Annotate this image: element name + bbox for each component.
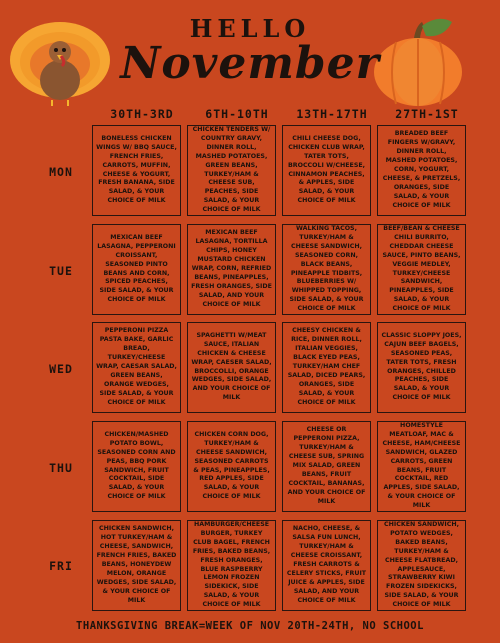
menu-cell [377, 224, 466, 315]
menu-cell [92, 421, 181, 512]
menu-cell-text: HAMBURGER/CHEESE BURGER, TURKEY CLUB BAGEL, FRENCH FRIES, BAKED BEANS, FRESH ORANGES, BLUE RASPBERRY LEMON FROZEN SIDEKICK, SIDE SALAD, & YOUR CHOICE OF MILK [192, 520, 271, 609]
menu-cell-text: HOMESTYLE MEATLOAF, MAC & CHEESE, HAM/CHEESE SANDWICH, GLAZED CARROTS, GREEN BEANS, FRUIT COCKTAIL, RED APPLES, SIDE SALAD, & YOUR CHOICE OF MILK [382, 421, 461, 510]
menu-cell-text: BONELESS CHICKEN WINGS W/ BBQ SAUCE, FRENCH FRIES, CARROTS, MUFFIN, CHEESE & YOGURT, FRESH BANANA, SIDE SALAD, & YOUR CHOICE OF MILK [96, 134, 177, 205]
menu-cell [377, 125, 466, 216]
menu-cell [92, 322, 181, 413]
menu-cell [187, 421, 276, 512]
week-header-4: 27TH-1ST [395, 107, 459, 121]
menu-cell [282, 322, 371, 413]
menu-cell [282, 224, 371, 315]
menu-cell-text: CHICKEN/MASHED POTATO BOWL, SEASONED CORN AND PEAS, BBQ PORK SANDWICH, FRUIT COCKTAIL, SIDE SALAD, & YOUR CHOICE OF MILK [97, 430, 176, 501]
day-label-mon: MON [49, 165, 73, 179]
menu-cell-text: CLASSIC SLOPPY JOES, CAJUN BEEF BAGELS, SEASONED PEAS, TATER TOTS, FRESH ORANGES, CHILLED PEACHES, SIDE SALAD, & YOUR CHOICE OF MILK [381, 331, 462, 402]
title-hello: HELLO [189, 14, 311, 43]
menu-cell-text: WALKING TACOS, TURKEY/HAM & CHEESE SANDWICH, SEASONED CORN, BLACK BEANS, PINEAPPLE TIDBITS, BLUEBERRIES W/ WHIPPED TOPPING, SIDE SALAD, & YOUR CHOICE OF MILK [289, 224, 364, 313]
footer-note: THANKSGIVING BREAK=WEEK OF NOV 20TH-24TH, NO SCHOOL [76, 620, 424, 632]
week-header-2: 6TH-10TH [205, 107, 269, 121]
menu-cell-text: BREADED BEEF FINGERS W/GRAVY, DINNER ROLL, MASHED POTATOES, CORN, YOGURT, CHEESE, & PRETZELS, ORANGES, SIDE SALAD, & YOUR CHOICE OF MILK [382, 130, 461, 209]
title-month: November [120, 38, 380, 89]
menu-cell [92, 520, 181, 611]
menu-cell [377, 520, 466, 611]
menu-cell-text: CHEESY CHICKEN & RICE, DINNER ROLL, ITALIAN VEGGIES, BLACK EYED PEAS, TURKEY/HAM CHEF SALAD, DICED PEARS, ORANGES, SIDE SALAD, & YOUR CHOICE OF MILK [287, 327, 366, 406]
menu-cell-text: CHEESE OR PEPPERONI PIZZA, TURKEY/HAM & CHEESE SUB, SPRING MIX SALAD, GREEN BEANS, FRUIT COCKTAIL, BANANAS, AND YOUR CHOICE OF MILK [287, 426, 366, 505]
day-label-thu: THU [49, 461, 73, 475]
menu-cell-text: CHICKEN TENDERS W/ COUNTRY GRAVY, DINNER ROLL, MASHED POTATOES, GREEN BEANS, TURKEY/HAM & CHEESE SUB, PEACHES, SIDE SALAD, & YOUR CHOICE OF MILK [192, 125, 271, 214]
menu-cell [187, 322, 276, 413]
menu-cell [187, 125, 276, 216]
menu-cell-text: PEPPERONI PIZZA PASTA BAKE, GARLIC BREAD, TURKEY/CHEESE WRAP, CAESAR SALAD, GREEN BEANS, ORANGE WEDGES, SIDE SALAD, & YOUR CHOICE OF MILK [96, 327, 177, 406]
menu-cell-text: BEEF/BEAN & CHEESE CHILI BURRITO, CHEDDAR CHEESE SAUCE, PINTO BEANS, VEGGIE MEDLEY, TURKEY/CHEESE SANDWICH, PINEAPPLES, SIDE SALAD, & YOUR CHOICE OF MILK [382, 224, 461, 313]
menu-cell [282, 125, 371, 216]
menu-cell-text: CHICKEN CORN DOG, TURKEY/HAM & CHEESE SANDWICH, SEASONED CARROTS & PEAS, PINEAPPLES, RED APPLES, SIDE SALAD, & YOUR CHOICE OF MILK [193, 430, 270, 501]
week-header-1: 30TH-3RD [110, 107, 174, 121]
menu-cell [377, 322, 466, 413]
menu-cell [187, 520, 276, 611]
menu-cell-text: MEXICAN BEEF LASAGNA, TORTILLA CHIPS, HONEY MUSTARD CHICKEN WRAP, CORN, REFRIED BEANS, PINEAPPLES, FRESH ORANGES, SIDE SALAD, AND YOUR CHOICE OF MILK [191, 229, 272, 308]
menu-cell-text: CHICKEN SANDWICH, HOT TURKEY/HAM & CHEESE, SANDWICH, FRENCH FRIES, BAKED BEANS, HONEYDEW MELON, ORANGE WEDGES, SIDE SALAD, & YOUR CHOICE OF MILK [96, 525, 177, 604]
menu-cell [92, 125, 181, 216]
menu-cell-text: MEXICAN BEEF LASAGNA, PEPPERONI CROISSANT, SEASONED PINTO BEANS AND CORN, SPICED PEACHES, SIDE SALAD, & YOUR CHOICE OF MILK [97, 233, 176, 304]
menu-cell [187, 224, 276, 315]
day-label-fri: FRI [49, 559, 73, 573]
week-header-3: 13TH-17TH [296, 107, 368, 121]
menu-cell-text: NACHO, CHEESE, & SALSA FUN LUNCH, TURKEY/HAM & CHEESE CROISSANT, FRESH CARROTS & CELERY STICKS, FRUIT JUICE & APPLES, SIDE SALAD, AND YOUR CHOICE OF MILK [286, 525, 367, 604]
menu-cell-text: CHICKEN SANDWICH, POTATO WEDGES, BAKED BEANS, TURKEY/HAM & CHEESE FLATBREAD, APPLESAUCE, STRAWBERRY KIWI FROZEN SIDEKICKS, SIDE SALAD, & YOUR CHOICE OF MILK [384, 520, 459, 609]
day-label-wed: WED [49, 362, 73, 376]
day-label-tue: TUE [49, 264, 73, 278]
menu-cell [92, 224, 181, 315]
menu-cell [282, 421, 371, 512]
menu-cell [282, 520, 371, 611]
menu-cell [377, 421, 466, 512]
menu-cell-text: SPAGHETTI W/MEAT SAUCE, ITALIAN CHICKEN & CHEESE WRAP, CAESER SALAD, BROCCOLLI, ORANGE WEDGES, SIDE SALAD, AND YOUR CHOICE OF MILK [191, 331, 272, 402]
menu-cell-text: CHILI CHEESE DOG, CHICKEN CLUB WRAP, TATER TOTS, BROCCOLI W/CHEESE, CINNAMON PEACHES, & APPLES, SIDE SALAD, & YOUR CHOICE OF MILK [287, 134, 366, 205]
